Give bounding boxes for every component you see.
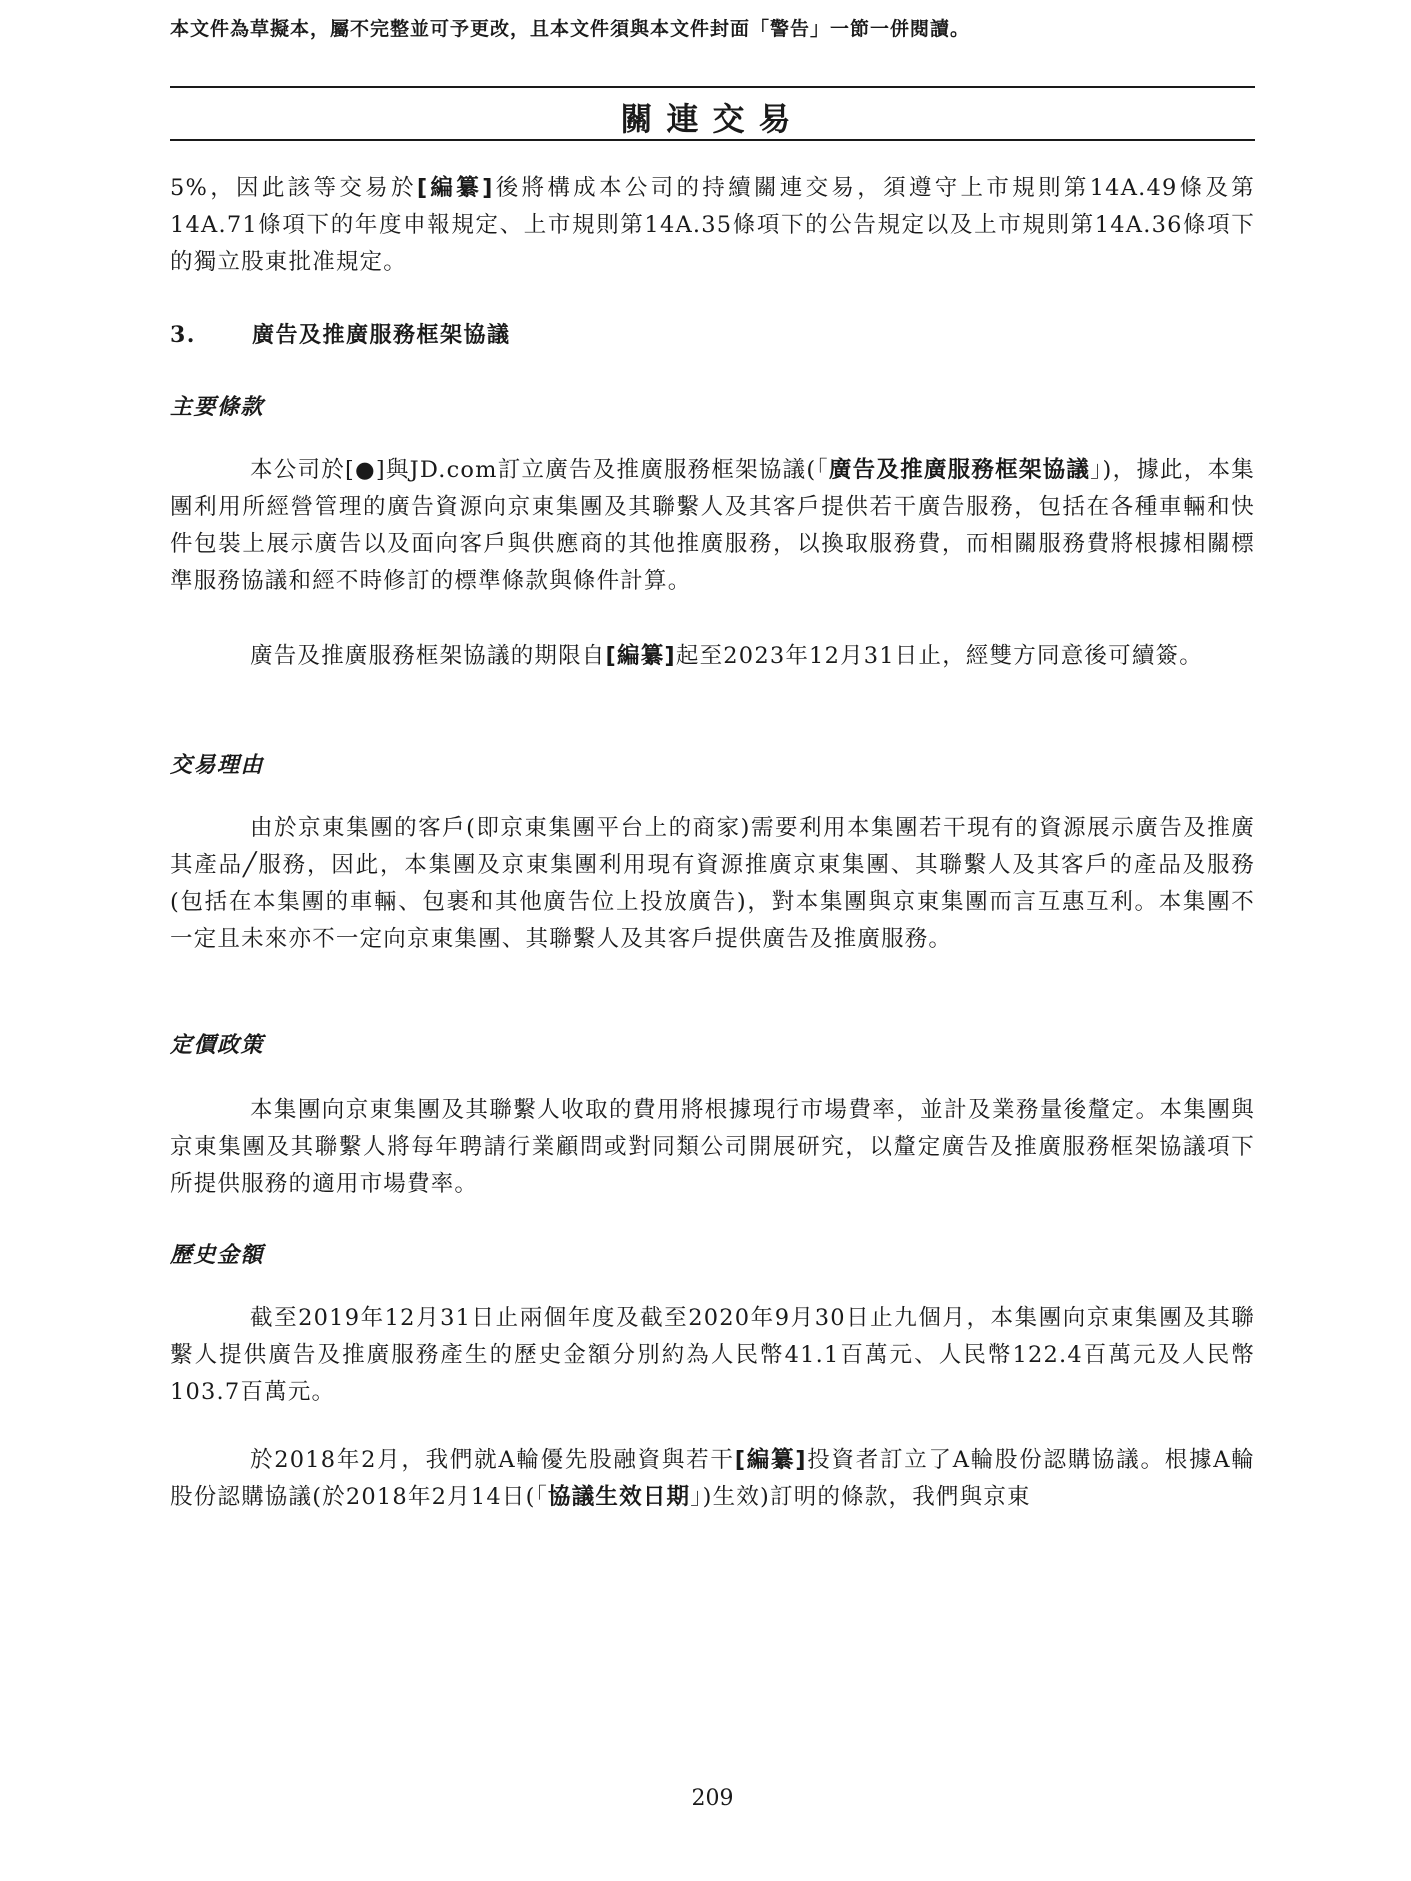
page-title: 關連交易 (620, 100, 805, 138)
continuation-paragraph (170, 170, 1255, 281)
terms-text-a: 本公司於[●]與JD.com訂立廣告及推廣服務框架協議(「 (250, 457, 829, 483)
redacted-marker: [編纂] (605, 643, 676, 669)
redacted-marker: [編纂] (734, 1447, 807, 1473)
terms-text-b: 」)，據此，本集團利用所經營管理的廣告資源向京東集團及其聯繫人及其客戶提供若干廣告服務，包括在各種車輛和快件包裝上展示廣告以及面向客戶與供應商的其他推廣服務，以換取服務費，而相關服務費將根據相關標準服務協議和經不時修訂的標準條款與條件計算。 (170, 457, 1255, 594)
section-number: 3. (170, 322, 196, 348)
section-title: 廣告及推廣服務框架協議 (252, 323, 511, 348)
draft-warning: 本文件為草擬本，屬不完整並可予更改，且本文件須與本文件封面「警告」一節一併閱讀。 (170, 18, 971, 40)
history-text-a: 於2018年2月，我們就A輪優先股融資與若干 (250, 1447, 735, 1473)
term-text-b: 起至2023年12月31日止，經雙方同意後可續簽。 (675, 643, 1203, 669)
reasons-heading (170, 748, 1255, 779)
pricing-paragraph (170, 1092, 1255, 1203)
pricing-text: 本集團向京東集團及其聯繫人收取的費用將根據現行市場費率，並計及業務量後釐定。本集團與京東集團及其聯繫人將每年聘請行業顧問或對同類公司開展研究，以釐定廣告及推廣服務框架協議項下所提供服務的適用市場費率。 (170, 1097, 1255, 1197)
defined-term: 協議生效日期 (548, 1484, 691, 1510)
section-heading (170, 318, 1255, 349)
page-number: 209 (691, 1786, 734, 1811)
reasons-paragraph (170, 810, 1255, 958)
header-rule-bottom (170, 139, 1255, 141)
reasons-text: 由於京東集團的客戶(即京東集團平台上的商家)需要利用本集團若干現有的資源展示廣告及推廣其產品╱服務，因此，本集團及京東集團利用現有資源推廣京東集團、其聯繫人及其客戶的產品及服務(包括在本集團的車輛、包裹和其他廣告位上投放廣告)，對本集團與京東集團而言互惠互利。本集團不一定且未來亦不一定向京東集團、其聯繫人及其客戶提供廣告及推廣服務。 (170, 815, 1255, 952)
subheading-pricing: 定價政策 (170, 1033, 265, 1058)
continuation-block (170, 170, 1255, 281)
principal-terms-paragraph-2 (170, 638, 1255, 675)
historical-heading (170, 1238, 1255, 1269)
defined-term: 廣告及推廣服務框架協議 (828, 457, 1091, 483)
subheading-principal-terms: 主要條款 (170, 395, 265, 420)
continuation-text-1: 5%，因此該等交易於 (170, 175, 417, 201)
principal-terms-paragraph-1 (170, 452, 1255, 600)
history-text-c: 」)生效)訂明的條款，我們與京東 (690, 1484, 1031, 1510)
historical-paragraph-2 (170, 1442, 1255, 1516)
term-text-a: 廣告及推廣服務框架協議的期限自 (250, 643, 606, 669)
principal-terms-heading (170, 390, 1255, 421)
header-rule-top (170, 86, 1255, 88)
pricing-heading (170, 1028, 1255, 1059)
subheading-reasons: 交易理由 (170, 753, 265, 778)
redacted-marker: [編纂] (416, 175, 494, 201)
history-text-b: 投資者訂立了A輪股份認購協議。根據A輪股份認購協議(於2018年2月14日(「 (170, 1447, 1255, 1510)
historical-paragraph-1 (170, 1300, 1255, 1411)
historical-text: 截至2019年12月31日止兩個年度及截至2020年9月30日止九個月，本集團向京東集團及其聯繫人提供廣告及推廣服務產生的歷史金額分別約為人民幣41.1百萬元、人民幣122.4百萬元及人民幣103.7百萬元。 (170, 1305, 1255, 1405)
continuation-text-2: 後將構成本公司的持續關連交易，須遵守上市規則第14A.49條及第14A.71條項下的年度申報規定、上市規則第14A.35條項下的公告規定以及上市規則第14A.36條項下的獨立股東批准規定。 (170, 175, 1255, 275)
subheading-historical-amounts: 歷史金額 (170, 1243, 265, 1268)
